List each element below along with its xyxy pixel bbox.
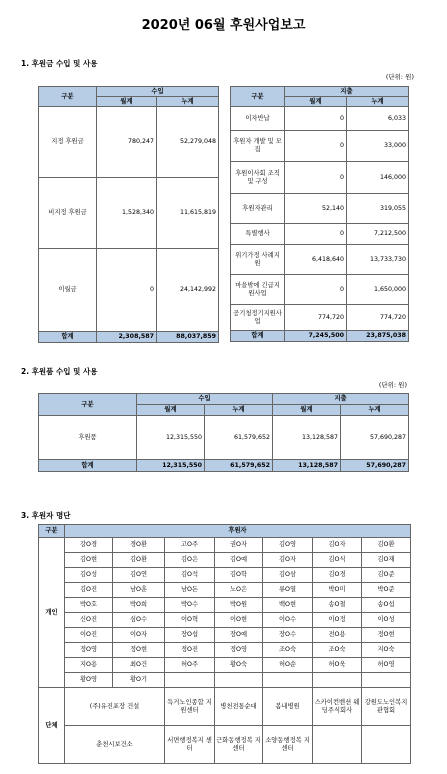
cumul-value: 7,212,500 bbox=[347, 224, 409, 245]
section-2-heading: 2. 후원품 수입 및 사용 bbox=[21, 367, 98, 376]
donor-name: 권O자 bbox=[215, 538, 263, 553]
donor-name: 김O식 bbox=[313, 553, 362, 568]
expense-header: 지출 bbox=[285, 87, 409, 97]
group-donor-name: 봄내병원 bbox=[263, 688, 313, 726]
income-cumul: 61,579,652 bbox=[205, 460, 273, 472]
row-label: 후원이사회 조직 및 구성 bbox=[231, 162, 285, 194]
donor-name: 정O영 bbox=[65, 643, 113, 658]
row-label: 마을밖에 긴급지원사업 bbox=[231, 275, 285, 305]
donor-name: 김O환 bbox=[362, 538, 411, 553]
page-title: 2020년 06월 후원사업보고 bbox=[141, 18, 306, 33]
donor-name: 고O주 bbox=[165, 538, 215, 553]
donor-name: 박O수 bbox=[165, 598, 215, 613]
donor-name: 경O환 bbox=[113, 538, 165, 553]
donor-name: 김O예 bbox=[215, 553, 263, 568]
month-value: 0 bbox=[285, 162, 347, 194]
expense-header: 지출 bbox=[273, 394, 409, 405]
section-1-heading: 1. 후원금 수입 및 사용 bbox=[21, 59, 98, 68]
donor-name: 허O주 bbox=[165, 658, 215, 673]
row-label: 위기가정 사례지원 bbox=[231, 245, 285, 275]
donor-name: 류O열 bbox=[263, 583, 313, 598]
donor-name: 최O건 bbox=[113, 658, 165, 673]
donor-name: 조O숙 bbox=[313, 643, 362, 658]
group-donor-name: (주)유진포장 건설 bbox=[65, 688, 165, 726]
donor-name bbox=[263, 673, 313, 688]
cumul-header: 누계 bbox=[205, 405, 273, 416]
donor-name: 정O진 bbox=[165, 643, 215, 658]
month-value: 1,528,340 bbox=[97, 178, 157, 249]
income-month: 12,315,550 bbox=[137, 460, 205, 472]
donor-name: 김O영 bbox=[263, 538, 313, 553]
expense-month: 13,128,587 bbox=[273, 460, 341, 472]
gubun-header: 구분 bbox=[231, 87, 285, 107]
donor-list-table bbox=[38, 524, 411, 764]
donor-name: 이O정 bbox=[313, 613, 362, 628]
donor-name: 박O원 bbox=[215, 598, 263, 613]
row-label: 공기청정기지원사업 bbox=[231, 305, 285, 331]
donor-name: 백O현 bbox=[263, 598, 313, 613]
donor-name: 장O섭 bbox=[165, 628, 215, 643]
donor-name: 김O진 bbox=[65, 583, 113, 598]
cumul-value: 146,000 bbox=[347, 162, 409, 194]
total-cumul: 88,037,859 bbox=[157, 332, 219, 343]
month-value: 52,140 bbox=[285, 194, 347, 224]
cumul-value: 774,720 bbox=[347, 305, 409, 331]
donor-name: 박O호 bbox=[65, 598, 113, 613]
row-label: 특별행사 bbox=[231, 224, 285, 245]
total-month: 7,245,500 bbox=[285, 331, 347, 342]
income-header: 수입 bbox=[137, 394, 273, 405]
donor-name: 김O성 bbox=[65, 568, 113, 583]
donor-name: 김O은 bbox=[165, 553, 215, 568]
donor-name: 김O환 bbox=[113, 553, 165, 568]
total-label: 합계 bbox=[39, 332, 97, 343]
cumul-header: 누계 bbox=[341, 405, 409, 416]
donor-name: 심O수 bbox=[113, 613, 165, 628]
donor-name: 김O학 bbox=[215, 568, 263, 583]
donor-name bbox=[362, 673, 411, 688]
group-donor-name: 근화동행정복 지센터 bbox=[215, 726, 263, 764]
income-cumul: 61,579,652 bbox=[205, 416, 273, 460]
row-label: 이자반납 bbox=[231, 107, 285, 131]
donor-name: 김O현 bbox=[65, 553, 113, 568]
donor-name: 박O미 bbox=[313, 583, 362, 598]
cumul-value: 11,615,819 bbox=[157, 178, 219, 249]
donor-name: 허O순 bbox=[263, 658, 313, 673]
total-month: 2,308,587 bbox=[97, 332, 157, 343]
cumul-header: 누계 bbox=[157, 97, 219, 107]
donor-name: 전O용 bbox=[313, 628, 362, 643]
total-label: 합계 bbox=[231, 331, 285, 342]
group-donor-name: 득거노인종합 지원센터 bbox=[165, 688, 215, 726]
expense-cumul: 57,690,287 bbox=[341, 416, 409, 460]
donor-name: 장O예 bbox=[215, 628, 263, 643]
donor-name: 송O섭 bbox=[362, 598, 411, 613]
month-value: 0 bbox=[285, 107, 347, 131]
month-value: 774,720 bbox=[285, 305, 347, 331]
gubun-header: 구분 bbox=[39, 87, 97, 107]
donor-name: 허O욱 bbox=[313, 658, 362, 673]
cumul-value: 24,142,992 bbox=[157, 249, 219, 332]
group-donor-name bbox=[362, 726, 411, 764]
donor-name: 김O준 bbox=[362, 568, 411, 583]
donor-name bbox=[313, 673, 362, 688]
donor-name: 이O현 bbox=[215, 613, 263, 628]
row-label: 후원자 개발 및 모집 bbox=[231, 131, 285, 162]
month-header: 월계 bbox=[137, 405, 205, 416]
cumul-value: 319,055 bbox=[347, 194, 409, 224]
cumul-value: 33,000 bbox=[347, 131, 409, 162]
donor-name: 남O돈 bbox=[165, 583, 215, 598]
month-header: 월계 bbox=[273, 405, 341, 416]
donor-name: 남O훈 bbox=[113, 583, 165, 598]
group-donor-name: 강원도노인복지 관협회 bbox=[362, 688, 411, 726]
group-label: 단체 bbox=[39, 688, 65, 764]
total-label: 합계 bbox=[39, 460, 137, 472]
row-label: 이월금 bbox=[39, 249, 97, 332]
donor-name: 이O성 bbox=[362, 613, 411, 628]
expense-cumul: 57,690,287 bbox=[341, 460, 409, 472]
donor-header: 후원자 bbox=[65, 525, 411, 538]
row-label: 지정 후원금 bbox=[39, 107, 97, 178]
gubun-header: 구분 bbox=[39, 525, 65, 538]
cumul-header: 누계 bbox=[347, 97, 409, 107]
donor-name: 허O영 bbox=[362, 658, 411, 673]
cumul-value: 6,033 bbox=[347, 107, 409, 131]
donor-name: 황O영 bbox=[65, 673, 113, 688]
donor-name: 지O용 bbox=[65, 658, 113, 673]
donor-name: 강O경 bbox=[65, 538, 113, 553]
month-header: 월계 bbox=[285, 97, 347, 107]
month-value: 0 bbox=[285, 131, 347, 162]
individual-label: 개인 bbox=[39, 538, 65, 688]
donor-name: 정O현 bbox=[113, 643, 165, 658]
group-donor-name: 병천전통순대 bbox=[215, 688, 263, 726]
donor-name: 이O혁 bbox=[165, 613, 215, 628]
month-value: 0 bbox=[285, 275, 347, 305]
cumul-value: 1,650,000 bbox=[347, 275, 409, 305]
donor-name: 조O숙 bbox=[263, 643, 313, 658]
donor-name: 김O연 bbox=[113, 568, 165, 583]
expense-month: 13,128,587 bbox=[273, 416, 341, 460]
section-1-unit: (단위: 원) bbox=[385, 73, 414, 81]
donor-name: 김O경 bbox=[313, 568, 362, 583]
group-donor-name: 서면행정복지 센터 bbox=[165, 726, 215, 764]
donation-income-table bbox=[38, 86, 219, 343]
donor-name bbox=[165, 673, 215, 688]
donor-name: 박O희 bbox=[113, 598, 165, 613]
donation-expense-table bbox=[230, 86, 409, 342]
cumul-value: 52,279,048 bbox=[157, 107, 219, 178]
donor-name: 김O삼 bbox=[263, 568, 313, 583]
income-month: 12,315,550 bbox=[137, 416, 205, 460]
month-value: 6,418,640 bbox=[285, 245, 347, 275]
donor-name: 김O자 bbox=[313, 538, 362, 553]
donor-name: 김O재 bbox=[362, 553, 411, 568]
donor-name: 지O숙 bbox=[362, 643, 411, 658]
cumul-value: 13,733,730 bbox=[347, 245, 409, 275]
income-header: 수입 bbox=[97, 87, 219, 97]
row-label: 후원품 bbox=[39, 416, 137, 460]
donor-name: 송O철 bbox=[313, 598, 362, 613]
month-header: 월계 bbox=[97, 97, 157, 107]
donor-name: 이O진 bbox=[65, 628, 113, 643]
gubun-header: 구분 bbox=[39, 394, 137, 416]
donor-name: 정O영 bbox=[215, 643, 263, 658]
donor-name: 이O수 bbox=[263, 613, 313, 628]
group-donor-name: 춘천시보건소 bbox=[65, 726, 165, 764]
group-donor-name: 소양동행정복 지센터 bbox=[263, 726, 313, 764]
donor-name: 박O준 bbox=[362, 583, 411, 598]
donor-name: 황O기 bbox=[113, 673, 165, 688]
goods-table bbox=[38, 393, 409, 472]
donor-name bbox=[215, 673, 263, 688]
donor-name: 노O은 bbox=[215, 583, 263, 598]
donor-name: 정O현 bbox=[362, 628, 411, 643]
row-label: 비지정 후원금 bbox=[39, 178, 97, 249]
section-3-heading: 3. 후원자 명단 bbox=[21, 511, 71, 520]
donor-name: 장O수 bbox=[263, 628, 313, 643]
section-2-unit: (단위: 원) bbox=[378, 381, 407, 389]
row-label: 후원자관리 bbox=[231, 194, 285, 224]
month-value: 780,247 bbox=[97, 107, 157, 178]
group-donor-name bbox=[313, 726, 362, 764]
donor-name: 김O석 bbox=[165, 568, 215, 583]
donor-name: 신O진 bbox=[65, 613, 113, 628]
donor-name: 황O숙 bbox=[215, 658, 263, 673]
donor-name: 이O자 bbox=[113, 628, 165, 643]
month-value: 0 bbox=[97, 249, 157, 332]
month-value: 0 bbox=[285, 224, 347, 245]
group-donor-name: 스카이컨벤션 웨딩주식회사 bbox=[313, 688, 362, 726]
donor-name: 김O자 bbox=[263, 553, 313, 568]
total-cumul: 23,875,038 bbox=[347, 331, 409, 342]
